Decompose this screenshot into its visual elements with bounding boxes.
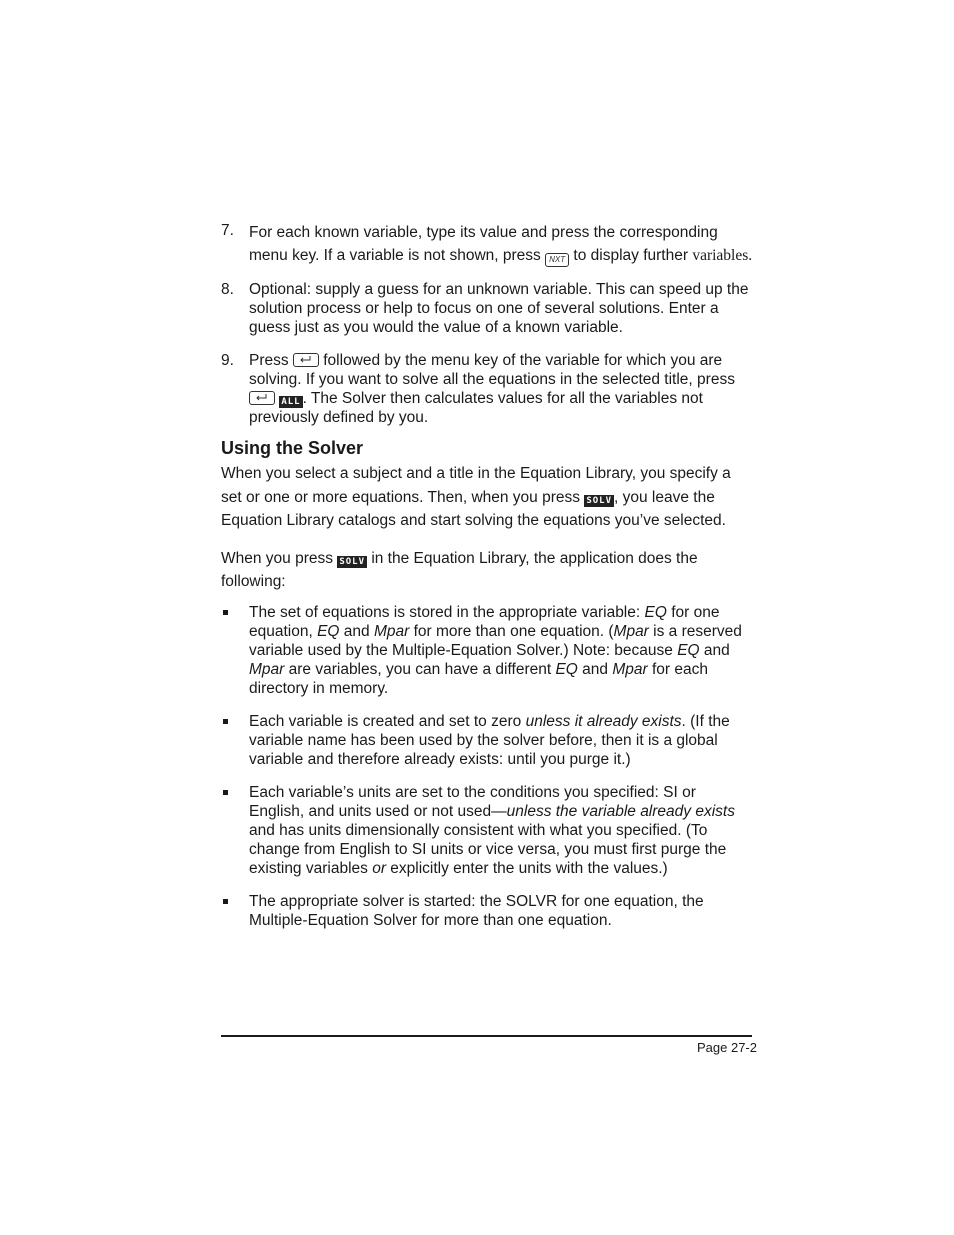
step-text-part: followed by the menu key of the variable for which you are solving. If you want to solve all the equations in the selected title, press — [249, 352, 735, 388]
page-number: Page 27-2 — [697, 1040, 757, 1055]
bullet-icon — [223, 719, 228, 724]
left-shift-key-icon — [293, 353, 319, 367]
bullet-text: The set of equations is stored in the appropriate variable: EQ for one equation, EQ and Mpar for more than one equation. (Mpar is a reserved variable used by the Multiple-Equation Solver.) Note: because EQ and Mpar are variables, you can have a different EQ and Mpar for each directory in memory. — [249, 603, 742, 697]
step-text-part: Press — [249, 352, 289, 369]
solv-softkey-icon: SOLV — [339, 556, 365, 567]
step-text — [249, 351, 755, 427]
paragraph-part: When you select a subject and a title in the Equation Library, you specify a set or one or more equations. Then, when you press — [221, 465, 731, 506]
bullet-text: The appropriate solver is started: the SOLVR for one equation, the Multiple-Equation Solver for more than one equation. — [249, 892, 704, 929]
step-number: 8. — [221, 281, 234, 298]
solv-softkey-icon: SOLV — [586, 495, 613, 506]
bullet-icon — [223, 899, 228, 904]
bullet-icon — [223, 610, 228, 615]
bullet-item — [221, 892, 755, 930]
left-shift-key-icon — [249, 391, 275, 405]
bullet-icon — [223, 790, 228, 795]
section-heading: Using the Solver — [221, 438, 364, 458]
bullet-text: Each variable’s units are set to the conditions you specified: SI or English, and units used or not used—unless the variable already exists and has units dimensionally consistent with what you specified. (To change from English to SI units or vice versa, you must first purge the existing variables or explicitly enter the units with the values.) — [249, 783, 735, 877]
step-number: 7. — [221, 222, 234, 239]
step-number: 9. — [221, 352, 234, 369]
footer-rule — [221, 1035, 752, 1037]
bullet-text: Each variable is created and set to zero unless it already exists. (If the variable name has been used by the solver before, then it is a global variable and therefore already exists: until you purge it.) — [249, 712, 730, 768]
paragraph-part: , you leave the Equation Library catalogs and start solving the equations you’ve selected. — [221, 488, 726, 529]
step-line: to display further — [573, 247, 689, 264]
step-line: variables. — [692, 247, 753, 264]
step-text-part: . The Solver then calculates values for all the variables not previously defined by you. — [249, 390, 703, 426]
step-line: For each known variable, type its value and press the corresponding menu — [249, 224, 718, 264]
page-content — [221, 221, 755, 930]
section-paragraph — [221, 462, 755, 533]
step-9 — [221, 351, 755, 427]
step-7 — [221, 221, 755, 267]
nxt-key-icon: NXT — [545, 253, 569, 267]
paragraph-part: When you press — [221, 549, 333, 567]
bullet-item — [221, 783, 755, 878]
bullet-item — [221, 603, 755, 698]
step-text: Optional: supply a guess for an unknown variable. This can speed up the solution process or help to focus on one of several solutions. Enter a guess just as you would the value of a known variable. — [249, 281, 749, 336]
step-line: key. If a variable is not shown, press — [292, 247, 541, 264]
section-paragraph — [221, 547, 755, 594]
paragraph-part: in the Equation Library, the application does the following: — [221, 549, 698, 590]
bullet-item — [221, 712, 755, 769]
all-softkey-icon: ALL — [281, 397, 301, 407]
step-text — [249, 221, 755, 267]
step-8 — [221, 280, 755, 337]
